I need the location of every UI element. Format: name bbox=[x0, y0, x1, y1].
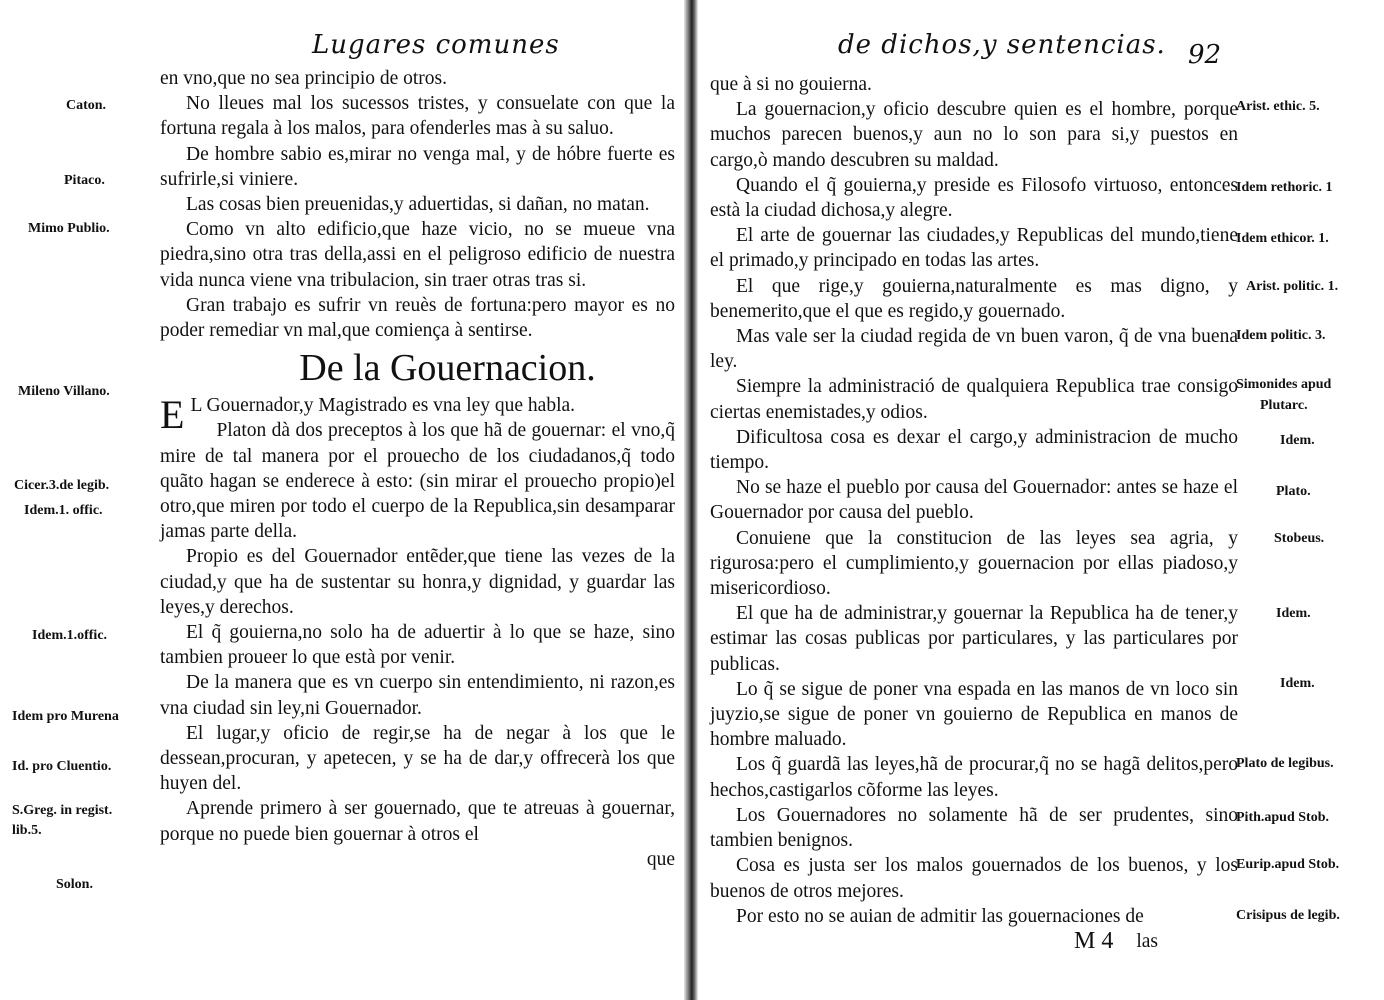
paragraph: De la manera que es vn cuerpo sin entendimiento, ni razon,es vna ciudad sin ley,ni Gouernador. bbox=[160, 672, 675, 719]
section-title: De la Gouernacion. bbox=[299, 347, 596, 390]
margin-note: Pith.apud Stob. bbox=[1236, 810, 1329, 825]
left-page bbox=[0, 0, 684, 1000]
running-header: de dichos,y sentencias. bbox=[838, 30, 1166, 60]
margin-note: Idem.1. offic. bbox=[24, 503, 103, 518]
paragraph: De hombre sabio es,mirar no venga mal, y de hóbre fuerte es sufrirle,si viniere. bbox=[160, 143, 675, 190]
margin-note: Caton. bbox=[66, 98, 107, 113]
paragraph: El lugar,y oficio de regir,se ha de negar à los que le dessean,procuran, y apetecen, y se ha de dar,y offrecerà los que huyen del. bbox=[160, 722, 675, 795]
paragraph-text: L Gouernador,y Magistrado es vna ley que habla. bbox=[190, 395, 576, 417]
signature-mark: M 4 bbox=[1074, 928, 1114, 954]
catchword: las bbox=[1136, 930, 1158, 952]
margin-note: Cicer.3.de legib. bbox=[14, 478, 110, 493]
left-body-text bbox=[160, 66, 675, 872]
paragraph: Los Gouernadores no solamente hã de ser prudentes, sino tambien benignos. bbox=[710, 804, 1238, 852]
book-gutter bbox=[684, 0, 698, 1000]
right-page bbox=[698, 0, 1384, 1000]
paragraph: Lo q̃ se sigue de poner vna espada en las manos de vn loco sin juyzio,se sigue de poner vn gouierno de Republica en manos de hombre maluado. bbox=[710, 678, 1238, 751]
paragraph: Por esto no se auian de admitir las gouernaciones de bbox=[736, 905, 1144, 927]
paragraph: Como vn alto edificio,que haze vicio, no se mueue vna piedra,sino otra tras della,assi en el peligroso edificio de nuestra vida nunca viene vna tribulacion, sin traer otras tras si. bbox=[160, 219, 675, 291]
paragraph: que à si no gouierna. bbox=[710, 74, 872, 95]
paragraph: Siempre la administració de qualquiera Republica trae consigo ciertas enemistades,y odios. bbox=[710, 376, 1238, 423]
margin-note: Mimo Publio. bbox=[28, 221, 110, 236]
margin-note: Stobeus. bbox=[1274, 531, 1325, 546]
paragraph: Aprende primero à ser gouernado, que te atreuas à gouernar, porque no puede bien gouernar à otros el bbox=[160, 798, 675, 845]
margin-note: Id. pro Cluentio. bbox=[12, 759, 112, 774]
paragraph: Las cosas bien preuenidas,y aduertidas, si dañan, no matan. bbox=[186, 194, 650, 216]
margin-note: Idem. bbox=[1280, 433, 1315, 448]
margin-note: Pitaco. bbox=[64, 173, 105, 188]
margin-note: S.Greg. in regist. bbox=[12, 803, 113, 818]
catchword: que bbox=[646, 848, 675, 870]
margin-note: lib.5. bbox=[12, 823, 42, 838]
margin-note: Eurip.apud Stob. bbox=[1236, 857, 1340, 872]
paragraph: Cosa es justa ser los malos gouernados de los buenos, y los buenos de otros mejores. bbox=[710, 855, 1238, 902]
paragraph: en vno,que no sea principio de otros. bbox=[160, 68, 448, 89]
page-number: 92 bbox=[1188, 40, 1222, 70]
margin-note: Idem.1.offic. bbox=[32, 628, 108, 643]
margin-note: Plutarc. bbox=[1260, 398, 1308, 413]
paragraph: El q̃ gouierna,no solo ha de aduertir à lo que se haze, sino tambien proueer lo que està por venir. bbox=[160, 622, 675, 669]
margin-note: Idem politic. 3. bbox=[1236, 328, 1326, 343]
margin-note: Simonides apud bbox=[1236, 377, 1332, 392]
paragraph: Conuiene que la constitucion de las leyes sea agria, y rigurosa:pero el cumplimiento,y gouernacion por ellas piadoso,y misericordioso. bbox=[710, 527, 1238, 600]
paragraph bbox=[160, 392, 675, 438]
margin-note: Idem pro Murena bbox=[12, 709, 119, 724]
drop-cap: E bbox=[160, 392, 185, 438]
running-header: Lugares comunes bbox=[312, 30, 560, 60]
paragraph: El arte de gouernar las ciudades,y Republicas del mundo,tiene el primado,y principado en todas las artes. bbox=[710, 225, 1238, 272]
paragraph: Quando el q̃ gouierna,y preside es Filosofo virtuoso, entonces està la ciudad dichosa,y alegre. bbox=[710, 174, 1238, 222]
margin-note: Solon. bbox=[56, 877, 93, 892]
paragraph: Mas vale ser la ciudad regida de vn buen varon, q̃ de vna buena ley. bbox=[710, 326, 1238, 373]
margin-note: Idem ethicor. 1. bbox=[1236, 231, 1329, 246]
paragraph: No lleues mal los sucessos tristes, y consuelate con que la fortuna regala à los malos, para ofenderles mas à su saluo. bbox=[160, 93, 675, 140]
margin-note: Plato. bbox=[1276, 484, 1311, 499]
paragraph: El que rige,y gouierna,naturalmente es mas digno, y benemerito,que el que es regido,y gouernado. bbox=[710, 275, 1238, 322]
margin-note: Plato de legibus. bbox=[1236, 756, 1334, 771]
margin-note: Crisipus de legib. bbox=[1236, 908, 1340, 923]
margin-note: Mileno Villano. bbox=[18, 384, 110, 399]
margin-note: Idem. bbox=[1276, 606, 1311, 621]
paragraph: Platon dà dos preceptos à los que hã de gouernar: el vno,q̃ mire de tal manera por el prouecho de los ciudadanos,q̃ todo quãto hagan se enderece à esto: (sin mirar el prouecho propio)el otro,que miren por todo el cuerpo de la Republica,sin desamparar jamas parte della. bbox=[160, 420, 675, 543]
paragraph: No se haze el pueblo por causa del Gouernador: antes se haze el Gouernador por causa del pueblo. bbox=[710, 477, 1238, 524]
margin-note: Idem. bbox=[1280, 676, 1315, 691]
paragraph: Dificultosa cosa es dexar el cargo,y administracion de mucho tiempo. bbox=[710, 426, 1238, 474]
paragraph: Los q̃ guardã las leyes,hã de procurar,q̃ no se hagã delitos,pero hechos,castigarlos cõforme las leyes. bbox=[710, 754, 1238, 801]
right-body-text bbox=[710, 72, 1238, 954]
paragraph: La gouernacion,y oficio descubre quien es el hombre, porque muchos parecen buenos,y aun no lo son para si,y puestos en cargo,ò mando descubren su maldad. bbox=[710, 99, 1238, 171]
paragraph: Propio es del Gouernador entẽder,que tiene las vezes de la ciudad,y que ha de sustentar su honra,y dignidad, y guardar las leyes,y derechos. bbox=[160, 546, 675, 618]
paragraph: Gran trabajo es sufrir vn reuès de fortuna:pero mayor es no poder remediar vn mal,que comiença à sentirse. bbox=[160, 294, 675, 342]
paragraph: El que ha de administrar,y gouernar la Republica ha de tener,y estimar las cosas publicas por particulares, y las particulares por publicas. bbox=[710, 603, 1238, 675]
margin-note: Idem rethoric. 1 bbox=[1236, 180, 1333, 195]
margin-note: Arist. politic. 1. bbox=[1246, 279, 1339, 294]
margin-note: Arist. ethic. 5. bbox=[1236, 99, 1320, 114]
